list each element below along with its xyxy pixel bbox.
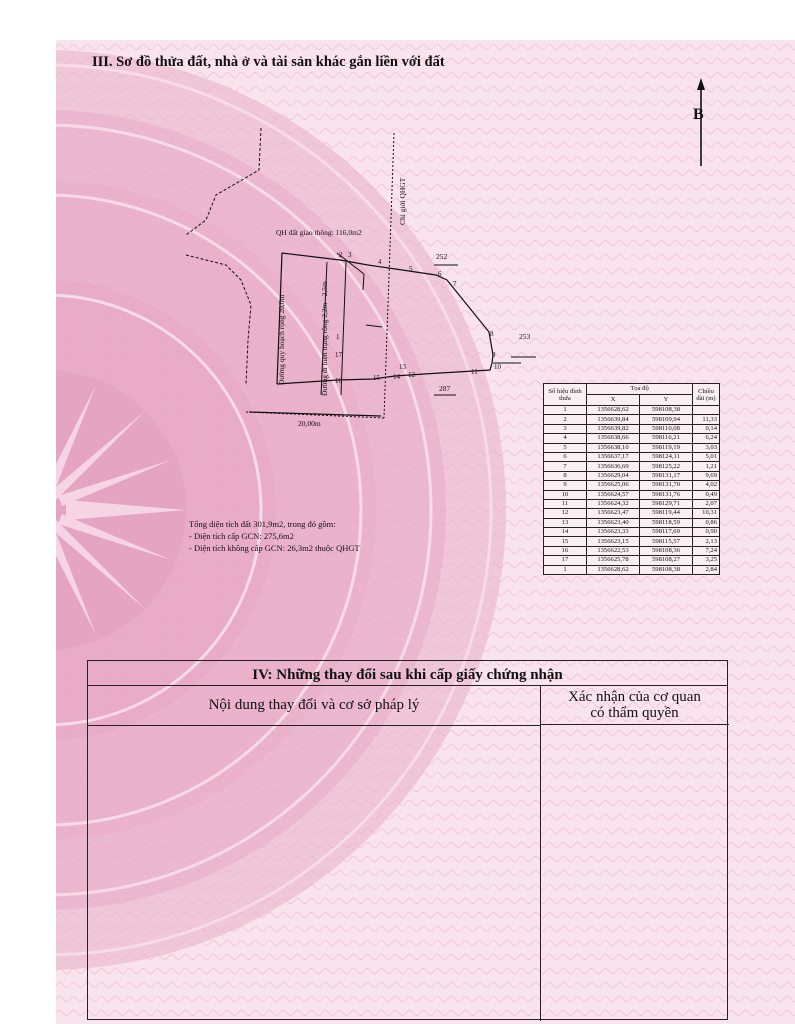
length-cell: 5,01 [693, 452, 720, 461]
vertex-1: 1 [336, 333, 340, 341]
length-cell: 2,84 [693, 565, 720, 574]
table-row [544, 546, 720, 555]
section4-title: IV: Những thay đổi sau khi cấp giấy chứng nhận [88, 661, 727, 686]
y-cell: 598110,08 [640, 424, 693, 433]
vertex-3: 3 [348, 251, 352, 259]
vertex-13: 13 [399, 363, 406, 371]
y-cell: 598108,36 [640, 546, 693, 555]
vertex-16: 16 [335, 377, 342, 385]
table-row [544, 518, 720, 527]
point-cell: 7 [544, 462, 587, 471]
length-cell [693, 406, 720, 415]
y-cell: 598109,94 [640, 415, 693, 424]
neighbor-253: 253 [519, 332, 531, 341]
y-cell: 598115,57 [640, 537, 693, 546]
length-cell: 0,14 [693, 424, 720, 433]
x-cell: 1356628,62 [587, 565, 640, 574]
x-cell: 1356637,17 [587, 452, 640, 461]
vertex-12: 12 [408, 371, 415, 379]
vertex-6: 6 [438, 270, 442, 278]
vertex-4: 4 [378, 258, 382, 266]
point-cell: 10 [544, 490, 587, 499]
length-cell: 0,49 [693, 490, 720, 499]
y-cell: 598118,59 [640, 518, 693, 527]
y-cell: 598131,76 [640, 490, 693, 499]
y-cell: 598131,70 [640, 481, 693, 490]
vertex-5: 5 [409, 265, 413, 273]
coordinate-table [543, 383, 720, 575]
area-granted: - Diện tích cấp GCN: 275,6m2 [189, 531, 294, 541]
point-cell: 9 [544, 481, 587, 490]
y-cell: 598124,11 [640, 452, 693, 461]
point-cell: 15 [544, 537, 587, 546]
area-summary [189, 518, 360, 554]
y-cell: 598108,38 [640, 406, 693, 415]
existing-road-label: Đường đi hiện trạng rộng 2,2m - 2,5m [320, 281, 329, 396]
table-row [544, 481, 720, 490]
changes-section [87, 660, 728, 1020]
table-row [544, 462, 720, 471]
table-row [544, 434, 720, 443]
table-row [544, 565, 720, 574]
length-cell: 9,69 [693, 471, 720, 480]
x-cell: 1356639,82 [587, 424, 640, 433]
x-cell: 1356624,32 [587, 499, 640, 508]
table-row [544, 499, 720, 508]
x-cell: 1356639,84 [587, 415, 640, 424]
vertex-15: 15 [373, 374, 380, 382]
x-cell: 1356625,06 [587, 481, 640, 490]
col-y-header: Y [640, 395, 693, 406]
authority-header-line2: có thẩm quyền [590, 705, 679, 721]
x-cell: 1356625,78 [587, 556, 640, 565]
changes-content-header: Nội dung thay đổi và cơ sở pháp lý [88, 685, 540, 726]
x-cell: 1356638,66 [587, 434, 640, 443]
length-cell: 2,13 [693, 537, 720, 546]
vertex-11: 11 [471, 368, 478, 376]
authority-confirmation-header [540, 685, 729, 725]
point-cell: 5 [544, 443, 587, 452]
length-cell: 6,24 [693, 434, 720, 443]
table-row [544, 406, 720, 415]
x-cell: 1356623,47 [587, 509, 640, 518]
point-cell: 3 [544, 424, 587, 433]
table-row [544, 537, 720, 546]
qh-traffic-label: QH đất giao thông: 116,0m2 [276, 228, 362, 237]
table-row [544, 415, 720, 424]
column-divider [540, 685, 541, 1021]
point-cell: 13 [544, 518, 587, 527]
x-cell: 1356629,04 [587, 471, 640, 480]
authority-header-line1: Xác nhận của cơ quan [568, 689, 701, 705]
y-cell: 598119,44 [640, 509, 693, 518]
point-cell: 6 [544, 452, 587, 461]
north-label: B [693, 106, 704, 123]
planned-road-label: Đường quy hoạch rộng 20,0m [277, 294, 286, 385]
y-cell: 598131,17 [640, 471, 693, 480]
table-row [544, 490, 720, 499]
length-cell: 11,33 [693, 415, 720, 424]
point-cell: 17 [544, 556, 587, 565]
point-cell: 2 [544, 415, 587, 424]
length-cell: 3,03 [693, 443, 720, 452]
point-cell: 12 [544, 509, 587, 518]
x-cell: 1356636,69 [587, 462, 640, 471]
y-cell: 598108,27 [640, 556, 693, 565]
table-row [544, 556, 720, 565]
neighbor-287: 287 [439, 384, 451, 393]
x-cell: 1356638,10 [587, 443, 640, 452]
length-cell: 0,90 [693, 528, 720, 537]
table-row [544, 528, 720, 537]
point-cell: 8 [544, 471, 587, 480]
x-cell: 1356628,62 [587, 406, 640, 415]
y-cell: 598125,22 [640, 462, 693, 471]
point-cell: 4 [544, 434, 587, 443]
length-cell: 1,21 [693, 462, 720, 471]
vertex-9: 9 [492, 351, 496, 359]
x-cell: 1356623,15 [587, 537, 640, 546]
col-coord-header: Tọa độ [587, 384, 693, 395]
vertex-2: 2 [339, 251, 343, 259]
y-cell: 598108,38 [640, 565, 693, 574]
length-cell: 2,07 [693, 499, 720, 508]
boundary-label: Chỉ giới QHGT [398, 177, 407, 225]
point-cell: 14 [544, 528, 587, 537]
col-length-header: Chiều dài (m) [693, 384, 720, 406]
vertex-8: 8 [490, 330, 494, 338]
col-x-header: X [587, 395, 640, 406]
vertex-17: 17 [335, 351, 342, 359]
col-point-header: Số hiệu đỉnh thửa [544, 384, 587, 406]
neighbor-252: 252 [436, 252, 448, 261]
length-cell: 7,24 [693, 546, 720, 555]
table-row [544, 424, 720, 433]
length-cell: 0,86 [693, 518, 720, 527]
x-cell: 1356624,57 [587, 490, 640, 499]
length-cell: 3,25 [693, 556, 720, 565]
vertex-7: 7 [453, 280, 457, 288]
point-cell: 1 [544, 406, 587, 415]
certificate-page [56, 40, 795, 1024]
point-cell: 1 [544, 565, 587, 574]
table-row [544, 509, 720, 518]
y-cell: 598116,21 [640, 434, 693, 443]
table-row [544, 452, 720, 461]
table-row [544, 443, 720, 452]
width-dimension: 20,00m [298, 419, 321, 428]
x-cell: 1356623,40 [587, 518, 640, 527]
x-cell: 1356623,33 [587, 528, 640, 537]
point-cell: 16 [544, 546, 587, 555]
table-row [544, 471, 720, 480]
length-cell: 10,31 [693, 509, 720, 518]
y-cell: 598119,19 [640, 443, 693, 452]
x-cell: 1356622,53 [587, 546, 640, 555]
y-cell: 598129,71 [640, 499, 693, 508]
section3-title: III. Sơ đồ thửa đất, nhà ở và tài sản khác gắn liền với đất [92, 54, 445, 70]
area-not-granted: - Diện tích không cấp GCN: 26,3m2 thuộc QHGT [189, 543, 360, 553]
area-total: Tổng diện tích đất 301,9m2, trong đó gồm: [189, 519, 336, 529]
vertex-14: 14 [393, 373, 400, 381]
vertex-10: 10 [494, 363, 501, 371]
length-cell: 4,02 [693, 481, 720, 490]
point-cell: 11 [544, 499, 587, 508]
y-cell: 598117,69 [640, 528, 693, 537]
